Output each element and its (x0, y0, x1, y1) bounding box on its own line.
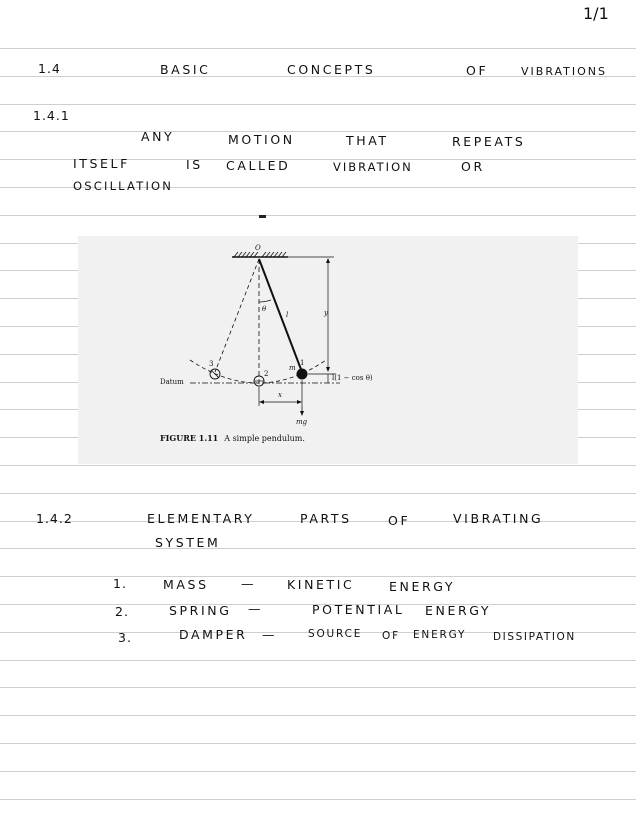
heading-word: VIBRATIONS (521, 65, 608, 78)
heading-word: BASIC (160, 62, 211, 77)
list-dash: — (262, 627, 278, 642)
ink-mark (259, 215, 266, 218)
list-number: 1. (113, 576, 127, 591)
angle-label: θ (262, 305, 267, 313)
text-word: VIBRATION (333, 160, 413, 174)
list-desc-word: ENERGY (413, 629, 467, 641)
section-number: 1.4.1 (33, 108, 70, 123)
heading-word: VIBRATING (453, 511, 544, 526)
pivot-label: O (255, 244, 261, 252)
text-word: ANY (141, 129, 175, 144)
list-dash: — (248, 601, 264, 616)
heading-word: PARTS (300, 511, 352, 526)
figure-caption (160, 433, 305, 443)
position-2-label: 2 (264, 370, 269, 378)
heading-word: OF (466, 63, 489, 78)
text-word: MOTION (228, 132, 295, 147)
list-desc-word: DISSIPATION (493, 631, 576, 643)
text-word: IS (186, 157, 203, 172)
figure-caption-text: A simple pendulum. (224, 434, 305, 443)
section-number: 1.4 (38, 61, 61, 76)
list-desc-word: OF (382, 630, 400, 642)
list-part: DAMPER (179, 627, 248, 642)
pendulum-figure (78, 236, 578, 464)
list-desc-word: SOURCE (308, 628, 363, 640)
heading-word: SYSTEM (155, 535, 221, 550)
list-desc-word: ENERGY (389, 579, 456, 594)
length-label: l (286, 311, 289, 319)
heading-word: ELEMENTARY (147, 511, 255, 526)
position-3-label: 3 (209, 360, 214, 368)
list-dash: — (241, 576, 257, 591)
pendulum-diagram (78, 236, 578, 464)
list-part: MASS (163, 577, 209, 592)
weight-label: mg (296, 418, 308, 426)
text-word: THAT (346, 133, 389, 148)
text-word: OR (461, 159, 485, 174)
text-word: REPEATS (452, 134, 526, 149)
rise-label: l(1 − cos θ) (332, 374, 373, 382)
text-word: OSCILLATION (73, 179, 174, 193)
page-number: 1/1 (583, 4, 609, 23)
list-part: SPRING (169, 603, 232, 618)
list-desc-word: KINETIC (287, 577, 355, 592)
mass-label: m (289, 364, 296, 372)
height-label: y (324, 309, 328, 317)
datum-label: Datum (160, 378, 184, 386)
list-desc-word: ENERGY (425, 603, 492, 618)
figure-caption-label: FIGURE 1.11 (160, 433, 219, 443)
list-number: 2. (115, 604, 129, 619)
text-word: CALLED (226, 158, 291, 173)
heading-word: CONCEPTS (287, 62, 376, 77)
position-1-label: 1 (300, 359, 305, 367)
list-desc-word: POTENTIAL (312, 602, 405, 617)
displacement-label: x (278, 391, 282, 399)
list-number: 3. (118, 630, 132, 645)
section-number: 1.4.2 (36, 511, 73, 526)
text-word: ITSELF (73, 156, 130, 171)
heading-word: OF (388, 513, 411, 528)
